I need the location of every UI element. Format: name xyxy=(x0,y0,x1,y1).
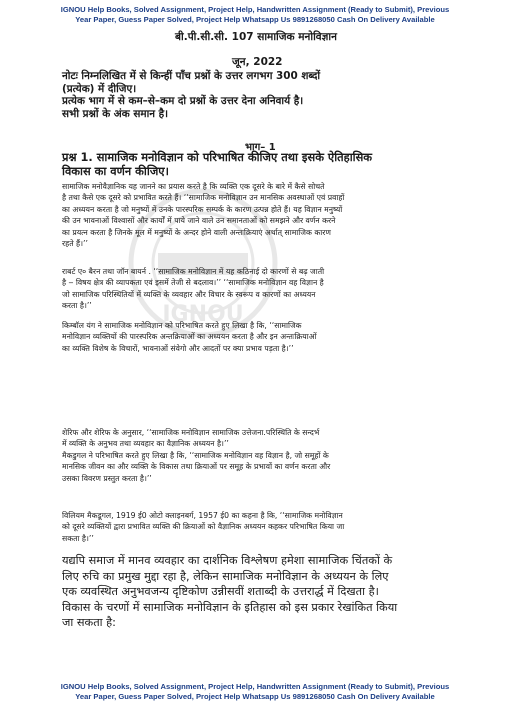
paragraph-sherif-mcdougall xyxy=(62,427,474,484)
paragraph-definition xyxy=(62,181,474,249)
text-line: सामाजिक मनोवैज्ञानिक यह जानने का प्रयास करते है कि व्यक्ति एक दूसरे के बारे में कैसे सोचते xyxy=(62,182,325,191)
text-line: एक व्यवस्थित अनुभवजन्य दृष्टिकोण उन्नीसवीं शताब्दी के उत्तरार्द्ध में दिखता है। xyxy=(62,585,379,598)
text-line: रहते हैं।’’ xyxy=(62,239,88,249)
course-title: बी.पी.सी.सी. 107 सामाजिक मनोविज्ञान xyxy=(175,31,337,43)
text-line: का प्रयत्न करता है जिनके मूल में मनुष्यों के अन्दर होने वाली अन्तःक्रियाएं अर्थात् सामाजिक कारण xyxy=(62,227,331,237)
text-line: किम्बॉल यंग ने सामाजिक मनोविज्ञान को परिभाषित करते हुए लिखा है कि, ‘‘सामाजिक xyxy=(62,321,302,330)
question-line: विकास का वर्णन कीजिए। xyxy=(62,164,169,178)
text-line: उसका विवरण प्रस्तुत करता है।’’ xyxy=(62,473,152,483)
text-line: विलियम मैकडूगल, 1919 ई0 ओटो क्लाइनबर्ग, 1957 ई0 का कहना है कि, ‘‘सामाजिक मनोविज्ञान xyxy=(62,511,343,520)
text-line: करता है।’’ xyxy=(62,301,92,311)
instruction-line: (प्रत्येक) में दीजिए। xyxy=(62,82,137,95)
footer-line-2: Year Paper, Guess Paper Solved, Project Help Whatsapp Us 9891268050 Cash On Delivery Available xyxy=(75,692,435,701)
text-line: शेरिफ और शेरिफ के अनुसार, ‘‘सामाजिक मनोविज्ञान सामाजिक उत्तेजना.परिस्थिति के सन्दर्भ xyxy=(62,428,320,437)
question-line: प्रश्न 1. सामाजिक मनोविज्ञान को परिभाषित कीजिए तथा इसके ऐतिहासिक xyxy=(62,150,373,164)
exam-date: जून, 2022 xyxy=(232,56,283,68)
paragraph-kimball-young xyxy=(62,320,474,354)
footer-line-1: IGNOU Help Books, Solved Assignment, Project Help, Handwritten Assignment (Ready to Submit), Previous xyxy=(60,682,450,691)
instructions xyxy=(62,70,474,120)
text-line: राबर्ट ए० बैरन तथा जॉन बायर्न . ‘‘सामाजिक मनोविज्ञान में यह कठिनाई दो कारणों से बढ़ जाती xyxy=(62,267,325,276)
text-line: विकास के चरणों में सामाजिक मनोविज्ञान के इतिहास को इस प्रकार रेखांकित किया xyxy=(62,600,398,614)
text-line: है ‒ विषय क्षेत्र की व्यापकता एवं इसमें तेजी से बदलाव।’’ ‘‘सामाजिक मनोविज्ञान वह विज्ञान है xyxy=(62,278,324,288)
instruction-line: प्रत्येक भाग में से कम–से–कम दो प्रश्नों के उत्तर देना अनिवार्य है। xyxy=(62,95,304,107)
text-line: मनोविज्ञान व्यक्तियों की पारस्परिक अन्तक्रियाओं का अध्ययन करता है और इन अन्तःक्रियाओं xyxy=(62,332,317,342)
header-line-1: IGNOU Help Books, Solved Assignment, Project Help, Handwritten Assignment (Ready to Submit), Previous xyxy=(60,5,450,14)
text-line: सकता है।’’ xyxy=(62,533,94,543)
page-footer xyxy=(24,682,486,702)
text-line: जो सामाजिक परिस्थितियों में व्यक्ति के व्यवहार और विचार के स्वरूप व कारणों का अध्ययन xyxy=(62,289,316,299)
text-line: का व्यक्ति विशेष के विचारों, भावनाओं संवेगो और आदतों पर क्या प्रभाव पड़ता है।’’ xyxy=(62,343,294,353)
instruction-line: सभी प्रश्नों के अंक समान है। xyxy=(62,107,169,120)
text-line: यद्यपि समाज में मानव व्यवहार का दार्शनिक विश्लेषण हमेशा सामाजिक चिंतकों के xyxy=(62,554,393,567)
page-header xyxy=(24,5,486,25)
text-line: लिए रुचि का प्रमुख मुद्दा रहा है, लेकिन सामाजिक मनोविज्ञान के अध्ययन के लिए xyxy=(62,569,389,583)
instruction-line: नोटः निम्नलिखित में से किन्हीं पाँच प्रश्नों के उत्तर लगभग 300 शब्दों xyxy=(62,70,321,82)
text-line: मैकडुगल ने परिभाषित करते हुए लिखा है कि, ‘‘सामाजिक मनोविज्ञान वह विज्ञान है, जो समूहों के xyxy=(62,450,329,460)
header-line-2: Year Paper, Guess Paper Solved, Project Help Whatsapp Us 9891268050 Cash On Delivery Available xyxy=(75,15,435,24)
text-line: है तथा कैसे एक दूसरे को प्रभावित करते हैं। ‘‘सामाजिक मनोविज्ञान उन मानसिक अवस्थाओं एवं प्रवाहों xyxy=(62,193,345,203)
text-line: की उन भावनाओं विश्वासों और कार्यों में पाये जाने वाले उन समानताओं को समझने और वर्णन करने xyxy=(62,216,336,226)
paragraph-history xyxy=(62,553,474,631)
text-line: को दूसरे व्यक्तियों द्वारा प्रभावित व्यक्ति की क्रियाओं को वैज्ञानिक अध्ययन कहकर परिभाषित किया जा xyxy=(62,522,345,532)
text-line: जा सकता है: xyxy=(62,616,116,629)
section-label: भाग– 1 xyxy=(245,142,276,153)
paragraph-klineberg xyxy=(62,510,474,544)
text-line: में व्यक्ति के अनुभव तथा व्यवहार का वैज्ञानिक अध्ययन है।’’ xyxy=(62,439,229,449)
paragraph-baron-byrne xyxy=(62,266,474,312)
question-heading xyxy=(62,150,474,178)
text-line: का अध्ययन करता है जो मनुष्यों में उनके पारस्परिक सम्पर्क के कारण उत्पन्न होते हैं। यह विज्ञान मनुष्यों xyxy=(62,204,343,214)
watermark-text: IGNOU xyxy=(162,302,244,327)
text-line: मानसिक जीवन का और व्यक्ति के विकास तथा क्रियाओं पर समूह के प्रभावों का वर्णन करता और xyxy=(62,462,331,472)
